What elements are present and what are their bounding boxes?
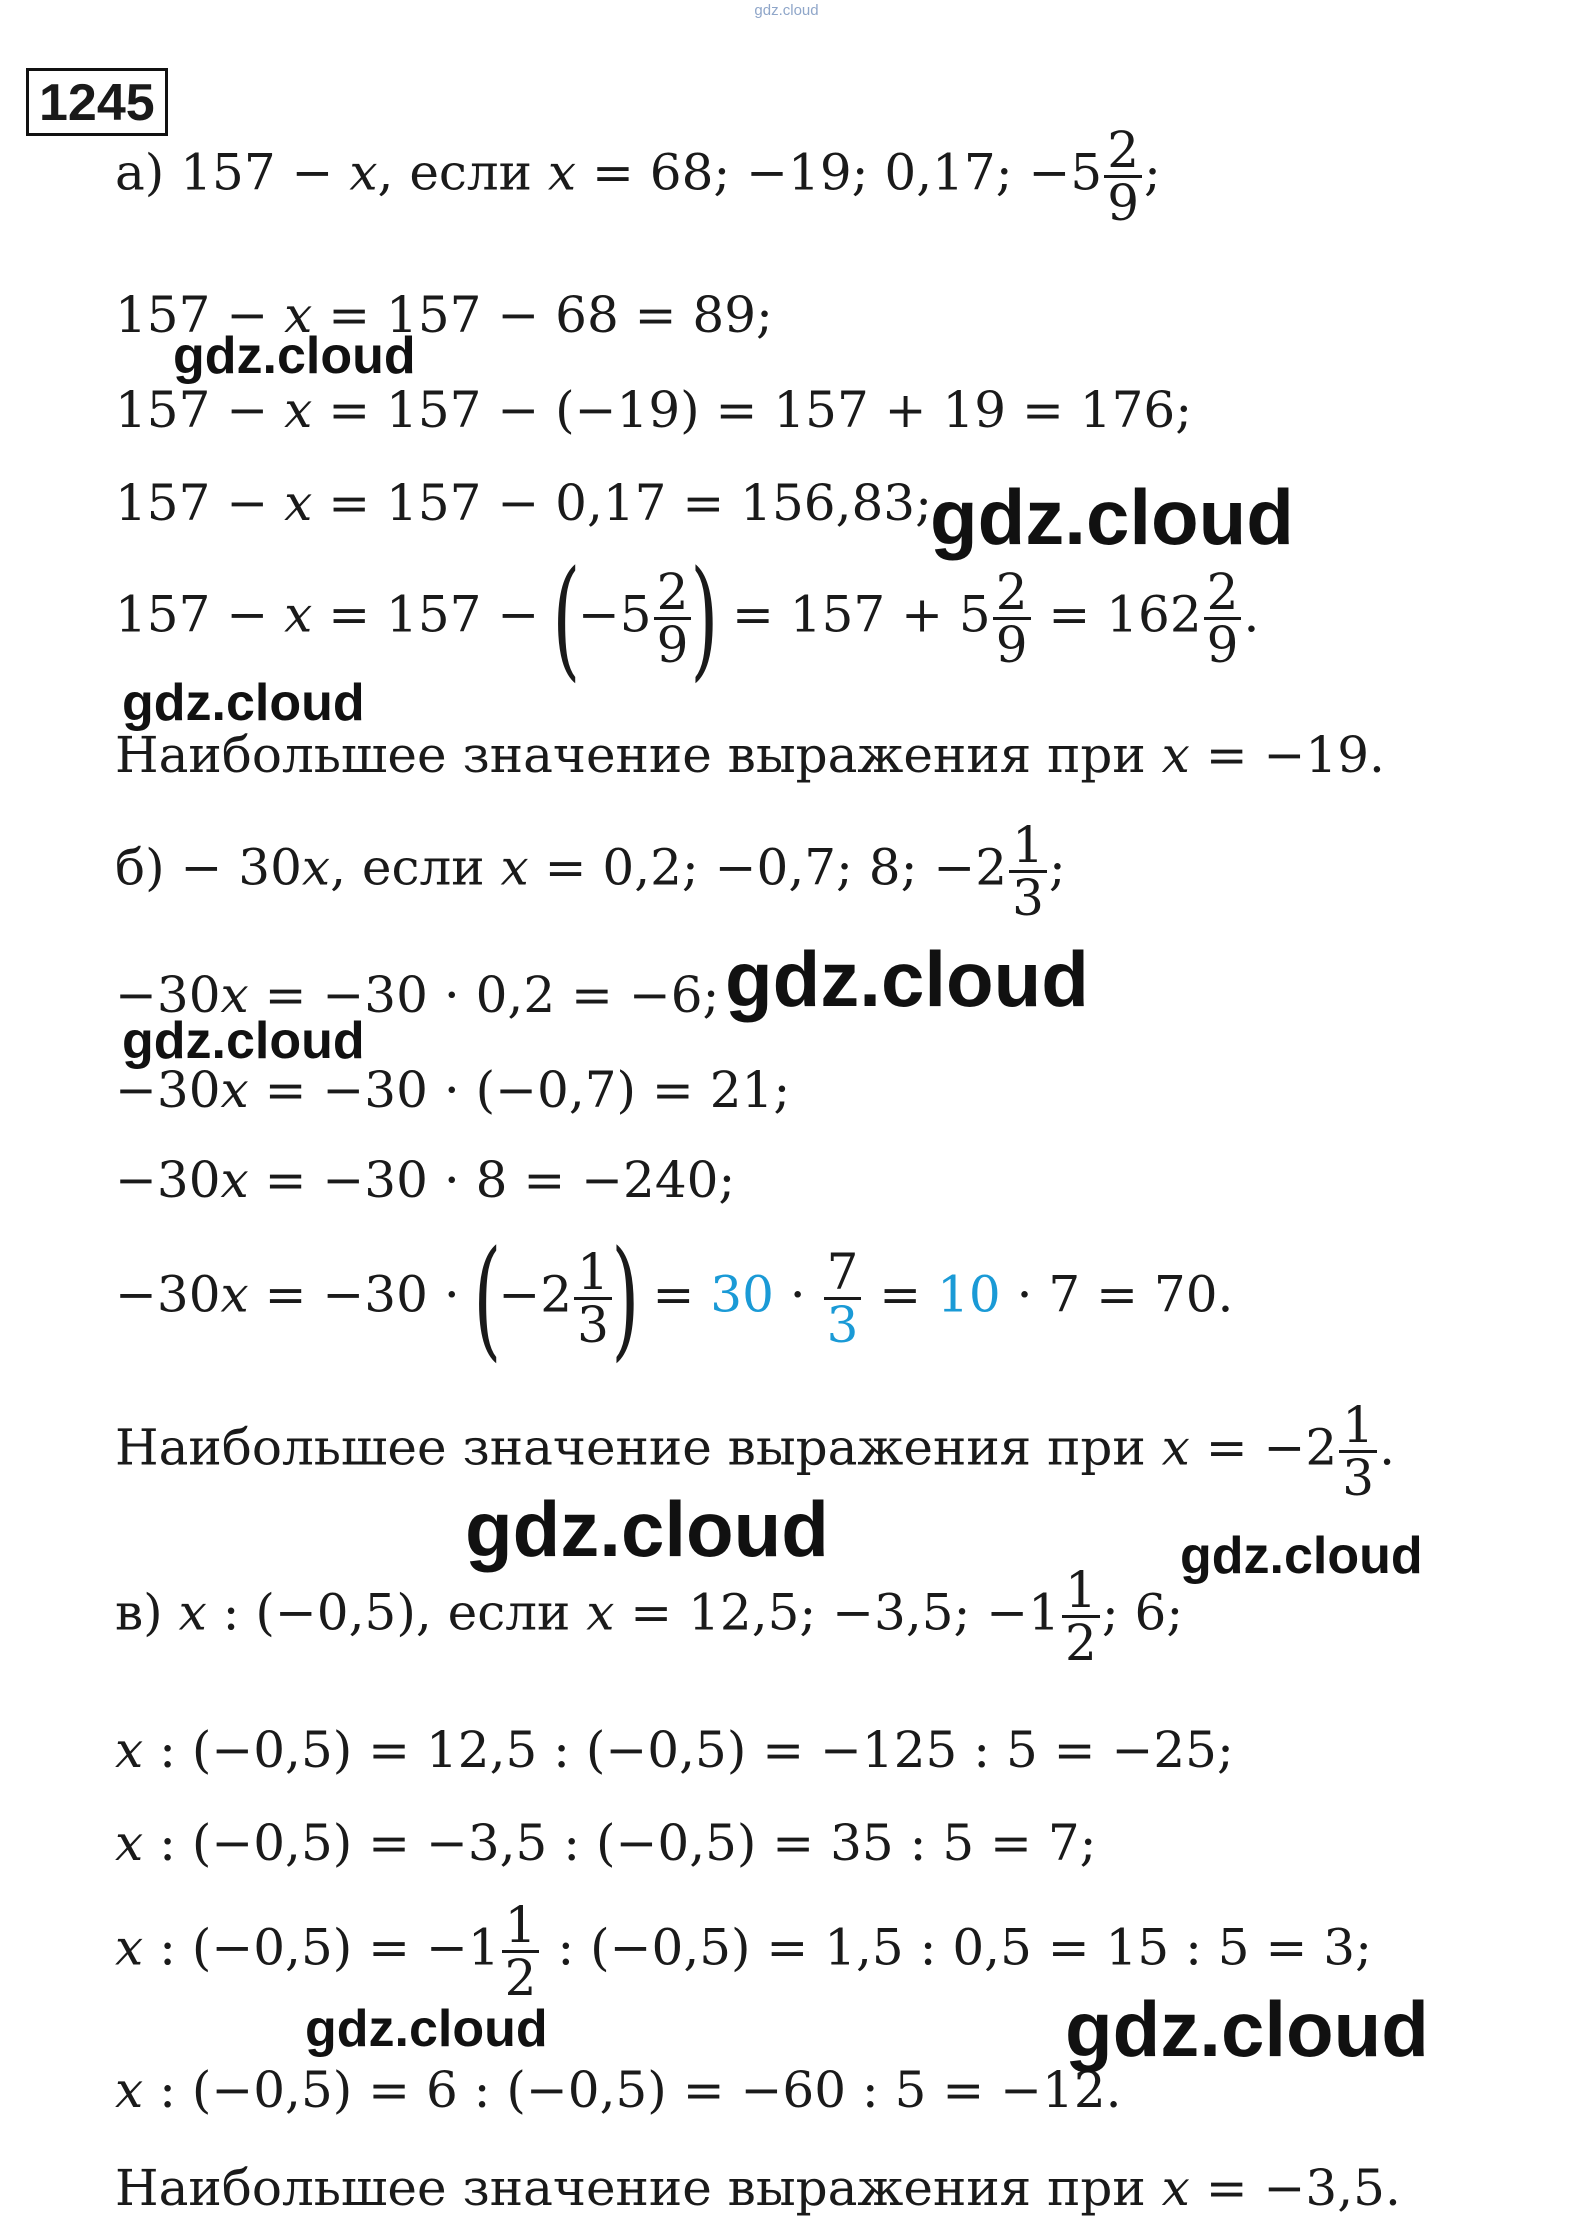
watermark: gdz.cloud bbox=[173, 327, 416, 385]
part-b-line-2: −30x = −30 · (−0,7) = 21; bbox=[115, 1061, 791, 1119]
part-a-statement: а) 157 − x, если x = 68; −19; 0,17; −5 $\frac{2}{9}$ ; bbox=[115, 121, 1161, 232]
part-a-line-1: 157 − x = 157 − 68 = 89; bbox=[115, 286, 773, 344]
part-b-statement: б) − 30x, если x = 0,2; −0,7; 8; −2 $\frac{1}{3}$ ; bbox=[115, 816, 1066, 927]
part-c-line-4: x : (−0,5) = 6 : (−0,5) = −60 : 5 = −12. bbox=[115, 2061, 1122, 2119]
part-c-statement: в) x : (−0,5), если x = 12,5; −3,5; −1 $\frac{1}{2}$ ; 6; bbox=[115, 1561, 1184, 1672]
watermark: gdz.cloud bbox=[1180, 1527, 1423, 1585]
task-number: 1245 bbox=[26, 68, 168, 136]
part-c-line-1: x : (−0,5) = 12,5 : (−0,5) = −125 : 5 = −25; bbox=[115, 1721, 1234, 1779]
part-b-line-3: −30x = −30 · 8 = −240; bbox=[115, 1151, 736, 1209]
watermark: gdz.cloud bbox=[465, 1485, 829, 1573]
part-b-line-1: −30x = −30 · 0,2 = −6; bbox=[115, 966, 720, 1024]
part-a-line-2: 157 − x = 157 − (−19) = 157 + 19 = 176; bbox=[115, 381, 1193, 439]
part-a-answer: Наибольшее значение выражения при x = −19. bbox=[115, 726, 1385, 784]
part-a-line-4: 157 − x = 157 − (−5 $\frac{2}{9}$ ) = 157 + 5 $\frac{2}{9}$ = 162 $\frac{2}{9}$ . bbox=[115, 542, 1260, 694]
part-c-line-2: x : (−0,5) = −3,5 : (−0,5) = 35 : 5 = 7; bbox=[115, 1814, 1097, 1872]
part-a-line-3: 157 − x = 157 − 0,17 = 156,83; bbox=[115, 474, 932, 532]
top-watermark: gdz.cloud bbox=[754, 2, 819, 19]
watermark: gdz.cloud bbox=[930, 473, 1294, 561]
fraction: $\frac{2}{9}$ bbox=[1104, 125, 1142, 228]
part-b-line-4: −30x = −30 · (−2 $\frac{1}{3}$ ) = 30 · $\frac{7}{3}$ = 10 · 7 = 70. bbox=[115, 1222, 1234, 1374]
watermark: gdz.cloud bbox=[122, 674, 365, 732]
watermark: gdz.cloud bbox=[122, 1012, 365, 1070]
part-b-answer: Наибольшее значение выражения при x = −2 $\frac{1}{3}$ . bbox=[115, 1396, 1395, 1507]
watermark: gdz.cloud bbox=[725, 935, 1089, 1023]
part-c-line-3: x : (−0,5) = −1 $\frac{1}{2}$ : (−0,5) = 1,5 : 0,5 = 15 : 5 = 3; bbox=[115, 1896, 1372, 2007]
watermark: gdz.cloud bbox=[305, 2000, 548, 2058]
watermark: gdz.cloud bbox=[1065, 1985, 1429, 2073]
part-c-answer: Наибольшее значение выражения при x = −3,5. bbox=[115, 2159, 1401, 2217]
